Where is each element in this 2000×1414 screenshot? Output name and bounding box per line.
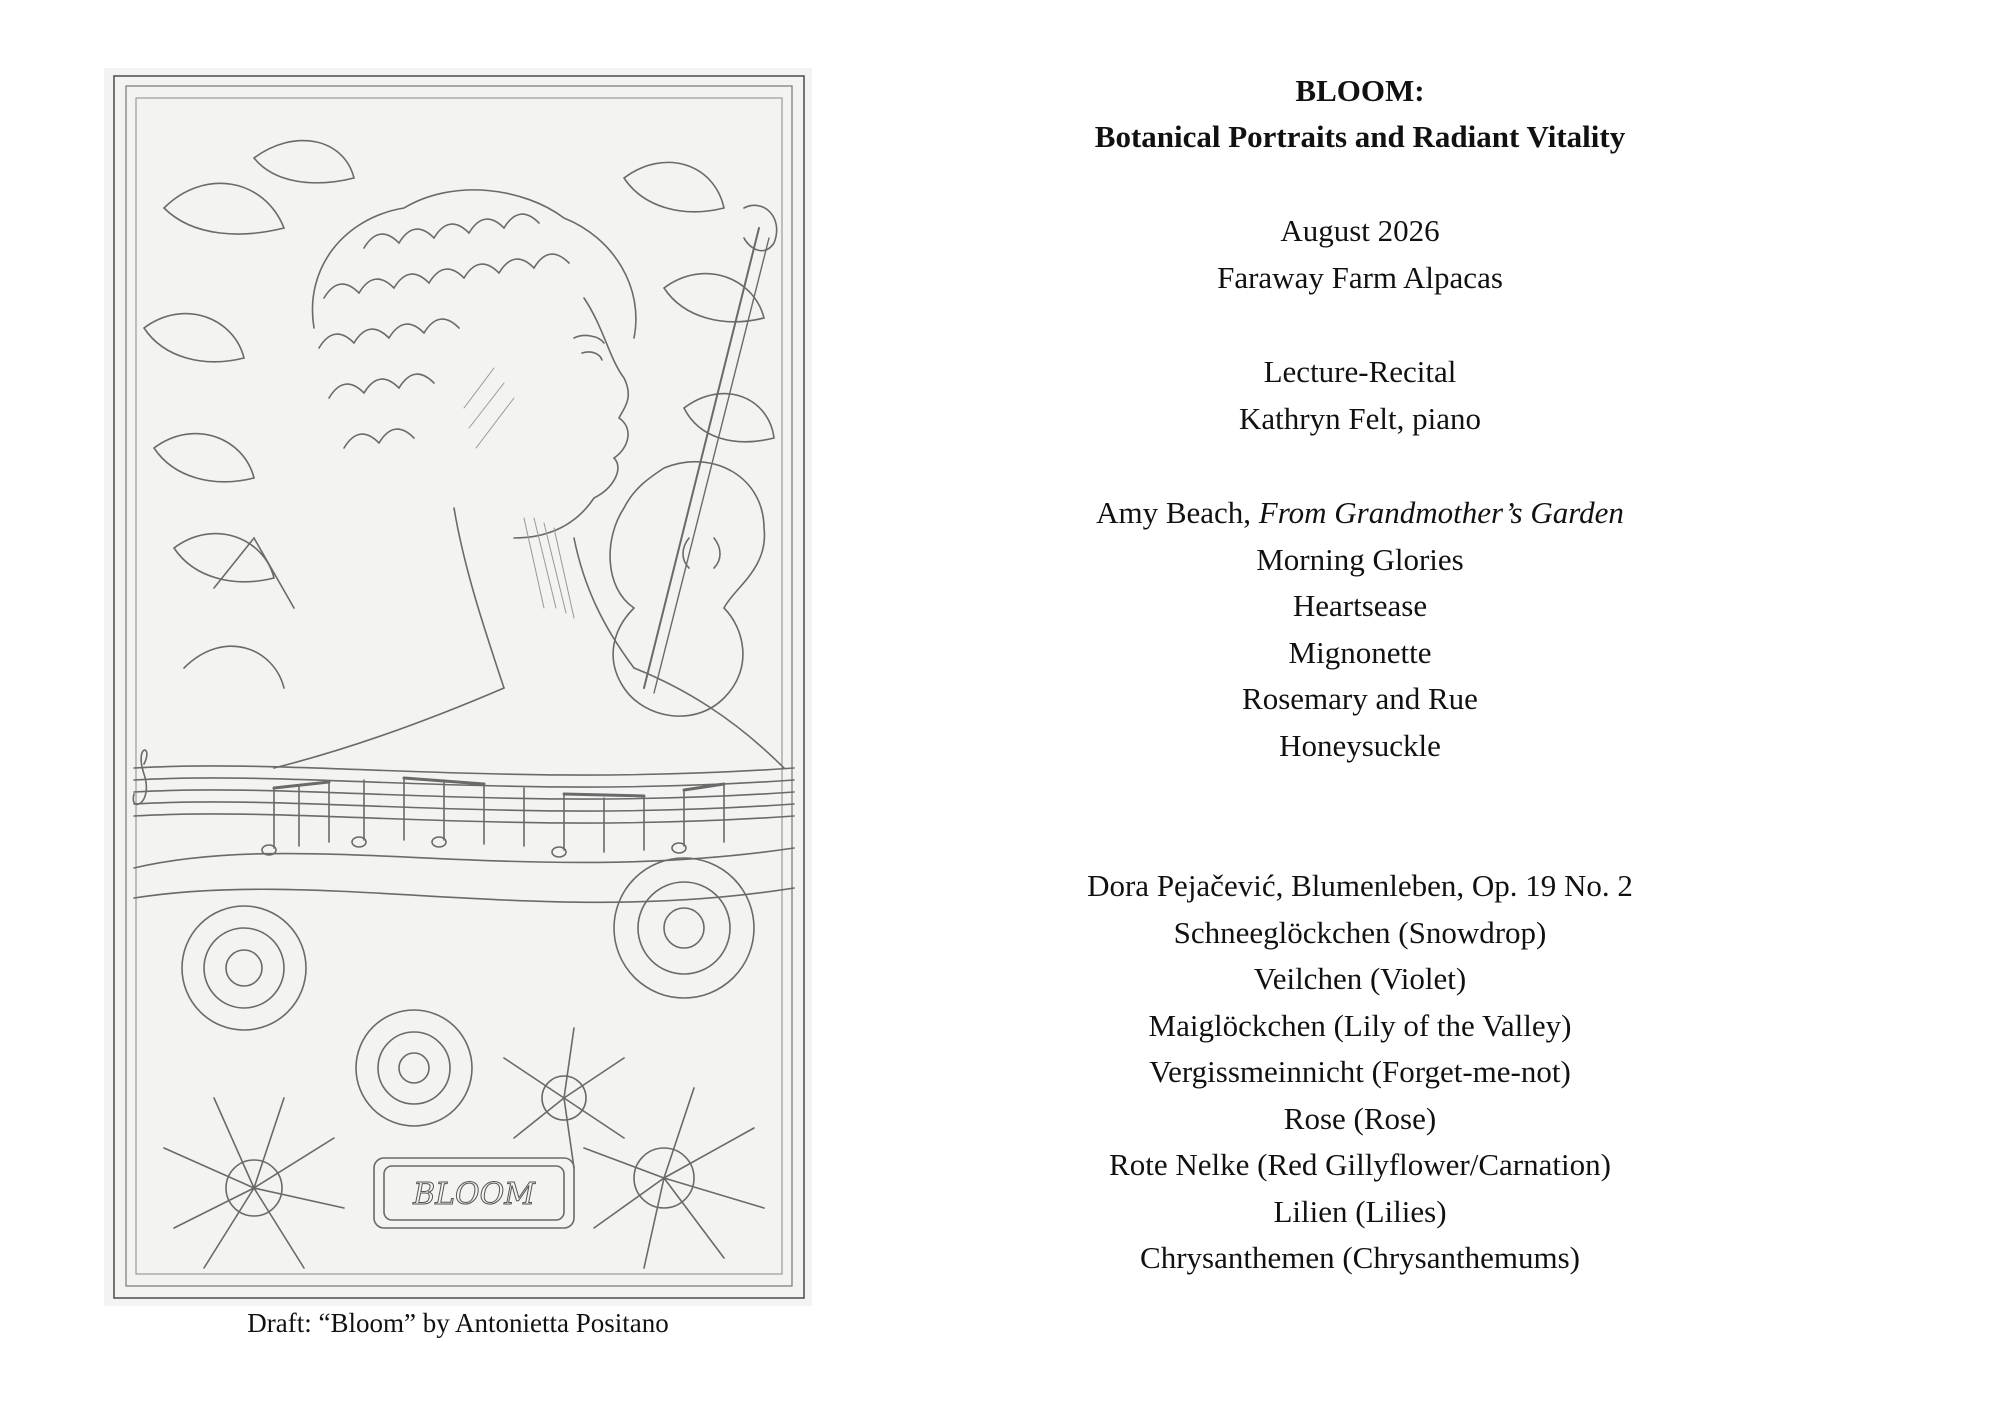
work1-movement: Honeysuckle [1279, 727, 1441, 763]
work1-movement: Heartsease [1292, 588, 1428, 623]
work1-composer: Amy Beach, [1096, 495, 1259, 530]
work2-movement: Rote Nelke (Red Gillyflower/Carnation) [1109, 1147, 1611, 1182]
artwork-caption: Draft: “Bloom” by Antonietta Positano [247, 1308, 669, 1338]
work2-movement: Maiglöckchen (Lily of the Valley) [1148, 1007, 1572, 1043]
title-line-1: BLOOM: [1295, 73, 1425, 108]
work1-heading [1000, 490, 1720, 537]
program-panel [1000, 68, 1720, 1282]
sketch-lettering: BLOOM [413, 1177, 535, 1212]
work1-movement: Mignonette [1288, 634, 1432, 670]
event-type: Lecture-Recital [1263, 354, 1457, 389]
event-venue: Faraway Farm Alpacas [1217, 259, 1503, 295]
artwork-sketch [104, 68, 812, 1306]
work2-movement: Vergissmeinnicht (Forget-me-not) [1149, 1054, 1571, 1089]
work1-title: From Grandmother’s Garden [1258, 495, 1624, 530]
work2-movement: Schneeglöckchen (Snowdrop) [1173, 914, 1547, 950]
work1-movement: Rosemary and Rue [1242, 681, 1478, 716]
work2-movement: Chrysanthemen (Chrysanthemums) [1140, 1240, 1580, 1275]
work2-movement: Rose (Rose) [1283, 1100, 1437, 1136]
work2-movement: Lilien (Lilies) [1273, 1193, 1447, 1229]
performer: Kathryn Felt, piano [1239, 400, 1481, 436]
sketch-drawing [104, 68, 812, 1306]
work1-movement: Morning Glories [1256, 541, 1464, 577]
work2-movement: Veilchen (Violet) [1253, 961, 1467, 996]
work2-heading: Dora Pejačević, Blumenleben, Op. 19 No. 2 [1087, 868, 1633, 903]
event-date: August 2026 [1280, 213, 1440, 248]
title-line-2: Botanical Portraits and Radiant Vitality [1094, 119, 1626, 154]
